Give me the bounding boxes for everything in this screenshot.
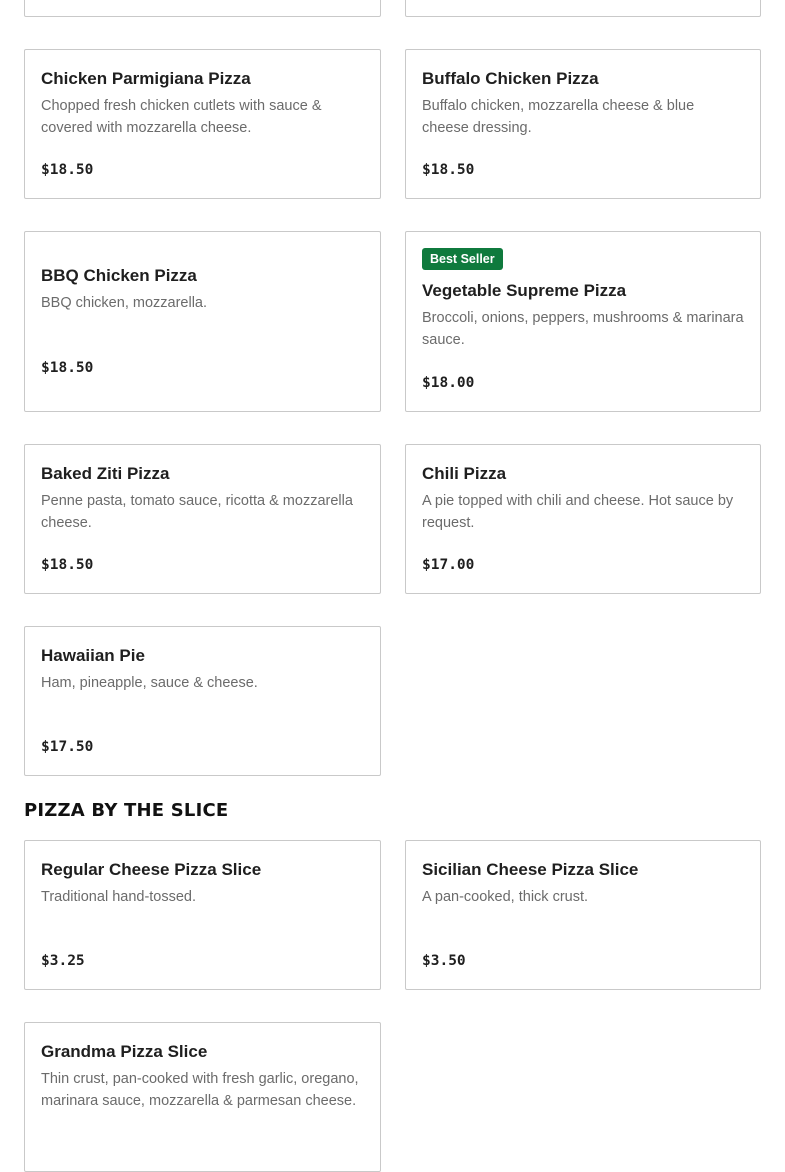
menu-item-card[interactable] xyxy=(405,444,761,594)
menu-item-card[interactable] xyxy=(24,444,381,594)
menu-item-description: Penne pasta, tomato sauce, ricotta & mozzarella cheese. xyxy=(41,493,353,531)
menu-item-card-partial[interactable] xyxy=(24,0,381,17)
menu-item-description: A pan-cooked, thick crust. xyxy=(422,889,589,905)
menu-item-card[interactable] xyxy=(24,626,381,776)
menu-item-description: Buffalo chicken, mozzarella cheese & blue cheese dressing. xyxy=(422,98,695,136)
menu-item-price: $18.50 xyxy=(422,162,475,178)
menu-item-price: $18.50 xyxy=(41,162,94,178)
menu-item-description: Traditional hand-tossed. xyxy=(41,889,197,905)
menu-item-description: A pie topped with chili and cheese. Hot sauce by request. xyxy=(422,493,734,531)
menu-item-card[interactable] xyxy=(24,840,381,990)
best-seller-badge: Best Seller xyxy=(422,248,503,270)
menu-item-card[interactable] xyxy=(405,840,761,990)
menu-item-name: Chili Pizza xyxy=(422,464,507,483)
menu-item-description: Ham, pineapple, sauce & cheese. xyxy=(41,675,258,691)
menu-item-price: $3.50 xyxy=(422,953,466,969)
menu-item-name: Chicken Parmigiana Pizza xyxy=(41,69,251,88)
menu-item-description: BBQ chicken, mozzarella. xyxy=(41,295,208,311)
menu-item-name: Regular Cheese Pizza Slice xyxy=(41,860,262,879)
menu-item-name: Sicilian Cheese Pizza Slice xyxy=(422,860,639,879)
menu-item-card[interactable] xyxy=(405,49,761,199)
menu-item-price: $3.25 xyxy=(41,953,85,969)
menu-item-description: Chopped fresh chicken cutlets with sauce & covered with mozzarella cheese. xyxy=(41,98,322,136)
menu-item-card[interactable] xyxy=(24,1022,381,1172)
menu-item-card[interactable] xyxy=(24,231,381,412)
menu-item-card[interactable] xyxy=(24,49,381,199)
menu-item-description: Broccoli, onions, peppers, mushrooms & marinara sauce. xyxy=(422,310,744,348)
menu-item-card-partial[interactable] xyxy=(405,0,761,17)
menu-item-name: Buffalo Chicken Pizza xyxy=(422,69,599,88)
menu-item-name: Hawaiian Pie xyxy=(41,646,145,665)
section-title: PIZZA BY THE SLICE xyxy=(24,800,229,821)
menu-item-card[interactable] xyxy=(405,231,761,412)
menu-item-name: Grandma Pizza Slice xyxy=(41,1042,208,1061)
menu-item-price: $18.00 xyxy=(422,375,475,391)
menu-item-price: $17.50 xyxy=(41,739,94,755)
menu-item-name: Vegetable Supreme Pizza xyxy=(422,281,627,300)
menu-item-price: $18.50 xyxy=(41,557,94,573)
menu-item-price: $17.00 xyxy=(422,557,475,573)
menu-item-name: BBQ Chicken Pizza xyxy=(41,266,197,285)
menu-item-price: $18.50 xyxy=(41,360,94,376)
menu-item-name: Baked Ziti Pizza xyxy=(41,464,170,483)
menu-item-description: Thin crust, pan-cooked with fresh garlic, oregano, marinara sauce, mozzarella & parmesan cheese. xyxy=(41,1071,359,1109)
